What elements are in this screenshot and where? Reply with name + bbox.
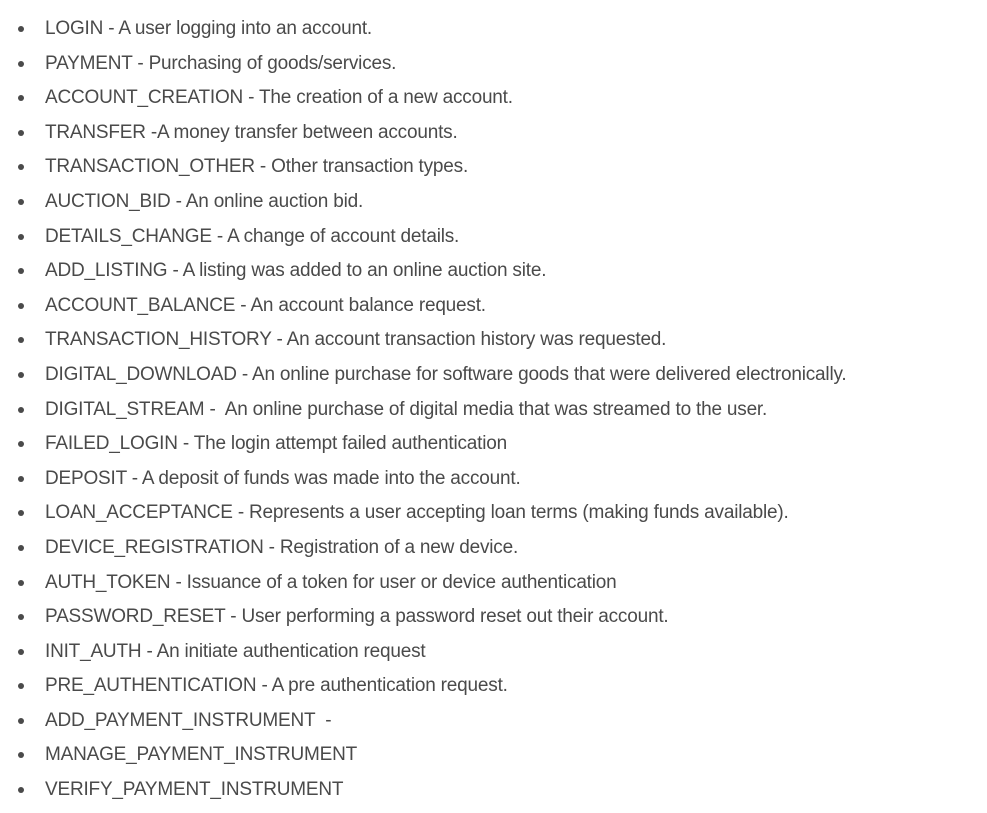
bullet-icon xyxy=(18,718,24,724)
list-item xyxy=(0,220,987,255)
list-item xyxy=(0,496,987,531)
list-item-text: PASSWORD_RESET - User performing a password reset out their account. xyxy=(45,606,669,628)
bullet-icon xyxy=(18,130,24,136)
list-item-text: PAYMENT - Purchasing of goods/services. xyxy=(45,52,397,74)
bullet-icon xyxy=(18,649,24,655)
bullet-icon xyxy=(18,268,24,274)
list-item xyxy=(0,531,987,566)
bullet-icon xyxy=(18,234,24,240)
list-item xyxy=(0,669,987,704)
list-item-text: PRE_AUTHENTICATION - A pre authentication request. xyxy=(45,675,508,697)
list-item xyxy=(0,393,987,428)
bullet-icon xyxy=(18,372,24,378)
list-item xyxy=(0,254,987,289)
bullet-icon xyxy=(18,199,24,205)
list-item xyxy=(0,81,987,116)
bullet-icon xyxy=(18,337,24,343)
list-item-text: ACCOUNT_CREATION - The creation of a new account. xyxy=(45,87,513,109)
list-item xyxy=(0,635,987,670)
list-item-text: VERIFY_PAYMENT_INSTRUMENT xyxy=(45,779,344,801)
list-item-text: DETAILS_CHANGE - A change of account details. xyxy=(45,225,460,247)
list-item xyxy=(0,185,987,220)
list-item-text: DIGITAL_STREAM - An online purchase of digital media that was streamed to the user. xyxy=(45,398,768,420)
bullet-icon xyxy=(18,164,24,170)
list-item-text: ADD_PAYMENT_INSTRUMENT - xyxy=(45,709,332,731)
list-item xyxy=(0,323,987,358)
list-item-text: DEPOSIT - A deposit of funds was made into the account. xyxy=(45,467,521,489)
bullet-icon xyxy=(18,752,24,758)
list-item-text: DEVICE_REGISTRATION - Registration of a new device. xyxy=(45,536,519,558)
bullet-icon xyxy=(18,683,24,689)
list-item xyxy=(0,358,987,393)
bullet-icon xyxy=(18,407,24,413)
list-item-text: TRANSACTION_OTHER - Other transaction types. xyxy=(45,156,469,178)
list-item-text: AUCTION_BID - An online auction bid. xyxy=(45,190,364,212)
bullet-icon xyxy=(18,614,24,620)
list-item-text: FAILED_LOGIN - The login attempt failed authentication xyxy=(45,433,508,455)
list-item-text: AUTH_TOKEN - Issuance of a token for user or device authentication xyxy=(45,571,617,593)
list-item xyxy=(0,150,987,185)
list-item xyxy=(0,427,987,462)
list-item-text: LOGIN - A user logging into an account. xyxy=(45,18,373,39)
list-item-text: TRANSFER -A money transfer between accounts. xyxy=(45,121,458,143)
list-item-text: INIT_AUTH - An initiate authentication request xyxy=(45,640,426,662)
bullet-icon xyxy=(18,95,24,101)
list-item xyxy=(0,12,987,47)
list-item xyxy=(0,47,987,82)
list-item-text: MANAGE_PAYMENT_INSTRUMENT xyxy=(45,744,358,766)
bullet-icon xyxy=(18,787,24,793)
bullet-icon xyxy=(18,61,24,67)
bullet-icon xyxy=(18,580,24,586)
list-item xyxy=(0,738,987,773)
list-item xyxy=(0,462,987,497)
bullet-icon xyxy=(18,476,24,482)
list-item xyxy=(0,704,987,739)
list-item-text: ACCOUNT_BALANCE - An account balance request. xyxy=(45,294,486,316)
list-item-text: DIGITAL_DOWNLOAD - An online purchase for software goods that were delivered electronically. xyxy=(45,363,847,385)
list-item-text: LOAN_ACCEPTANCE - Represents a user accepting loan terms (making funds available). xyxy=(45,502,789,524)
bullet-icon xyxy=(18,510,24,516)
list-item xyxy=(0,600,987,635)
bullet-icon xyxy=(18,303,24,309)
bullet-icon xyxy=(18,26,24,32)
list-item-text: TRANSACTION_HISTORY - An account transaction history was requested. xyxy=(45,329,667,351)
bullet-icon xyxy=(18,545,24,551)
list-item-text: ADD_LISTING - A listing was added to an online auction site. xyxy=(45,260,547,282)
list-item xyxy=(0,566,987,601)
list-item xyxy=(0,773,987,808)
list-item xyxy=(0,116,987,151)
list-item xyxy=(0,289,987,324)
bullet-icon xyxy=(18,441,24,447)
